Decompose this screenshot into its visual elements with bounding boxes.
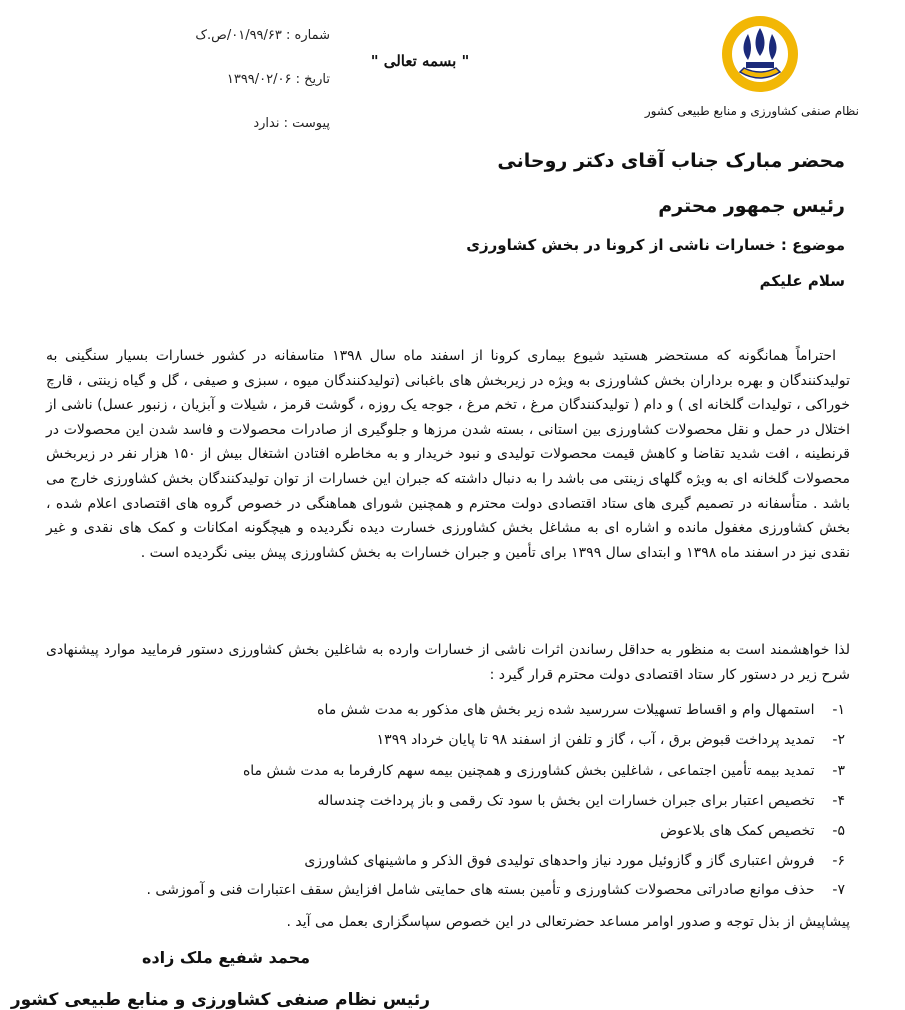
body-paragraph-1: احتراماً همانگونه که مستحضر هستید شیوع بیماری کرونا از اسفند ماه سال ۱۳۹۸ متاسفانه در کشور خسارات بسیار سنگینی به تولیدکنندگان و بهره برداران بخش کشاورزی به ویژه در زیربخش های باغبانی (تولیدکنندگان میوه ، سبزی و صیفی ، گل و گیاه زینتی ، قارچ خوراکی ، تولیدات گلخانه ای ) و دام ( تولیدکنندگان مرغ ، تخم مرغ ، جوجه یک روزه ، گوشت قرمز ، شیلات و آبزیان ، زنبور عسل) ناشی از اختلال در حمل و نقل محصولات کشاورزی بین استانی ، بسته شدن مرزها و جلوگیری از صادرات محصولات و فاسد شدن این محصولات در قرنطینه ، افت شدید تقاضا و کاهش قیمت محصولات تولیدی و نبود خریدار و به مخاطره افتادن اشتغال بیش از ۱۵۰ هزار نفر در زیربخش محصولات گلخانه ای به ویژه گلهای زینتی می باشد را به دنبال داشته که جبران این خسارات از توان تولیدکنندگان بخش کشاورزی خارج می باشد . متأسفانه در تصمیم گیری های ستاد اقتصادی دولت محترم و همچنین شورای هماهنگی در خصوص گروه های اقتصادی اعلام شده ، بخش کشاورزی مغفول مانده و اشاره ای به مشاغل بخش کشاورزی خسارت دیده نگردیده و هیچگونه امکانات و کمک های نقدی و غیر نقدی نیز در اسفند ماه ۱۳۹۸ و ابتدای سال ۱۳۹۹ برای تأمین و جبران خسارات به بخش کشاورزی پیش بینی نگردیده است .: [46, 348, 851, 561]
letter-number: شماره : ۰۱/۹۹/۶۳/ص.ک: [195, 28, 330, 43]
signer-name: محمد شفیع ملک زاده: [142, 948, 310, 967]
list-item: ۷- حذف موانع صادراتی محصولات کشاورزی و تأمین بسته های حمایتی شامل افزایش سقف اعتبارات فنی و آموزشی .: [146, 882, 845, 898]
bismillah-heading: " بسمه تعالی ": [370, 52, 470, 70]
org-caption: نظام صنفی کشاورزی و منابع طبیعی کشور: [644, 104, 859, 118]
greeting: سلام علیکم: [759, 272, 845, 290]
addressee-line: محضر مبارک جناب آقای دکتر روحانی: [497, 150, 845, 172]
letter-attachment: پیوست : ندارد: [253, 116, 330, 131]
list-item: ۱- استمهال وام و اقساط تسهیلات سررسید شده زیر بخش های مذکور به مدت شش ماه: [317, 702, 845, 718]
letter-date: تاریخ : ۱۳۹۹/۰۲/۰۶: [226, 72, 330, 87]
list-item: ۴- تخصیص اعتبار برای جبران خسارات این بخش با سود تک رقمی و باز پرداخت چندساله: [317, 793, 845, 809]
body-paragraph-2: لذا خواهشمند است به منظور به حداقل رساندن اثرات ناشی از خسارات وارده به شاغلین بخش کشاورزی دستور فرمایید موارد پیشنهادی شرح زیر در دستور کار ستاد اقتصادی دولت محترم قرار گیرد :: [46, 642, 850, 683]
wheat-emblem-icon: [720, 14, 800, 94]
list-item: ۶- فروش اعتباری گاز و گازوئیل مورد نیاز واحدهای تولیدی فوق الذکر و ماشینهای کشاورزی: [304, 853, 845, 869]
signer-title: رئیس نظام صنفی کشاورزی و منابع طبیعی کشور: [10, 990, 430, 1010]
closing-line: پیشاپیش از بذل توجه و صدور اوامر مساعد حضرتعالی در این خصوص سپاسگزاری بعمل می آید .: [286, 914, 850, 930]
list-item: ۳- تمدید بیمه تأمین اجتماعی ، شاغلین بخش کشاورزی و همچنین بیمه سهم کارفرما به مدت شش ماه: [242, 763, 845, 779]
subject-line: موضوع : خسارات ناشی از کرونا در بخش کشاورزی: [466, 236, 845, 254]
addressee-title: رئیس جمهور محترم: [658, 195, 845, 217]
list-item: ۵- تخصیص کمک های بلاعوض: [660, 823, 845, 839]
list-item: ۲- تمدید پرداخت قبوض برق ، آب ، گاز و تلفن از اسفند ۹۸ تا پایان خرداد ۱۳۹۹: [376, 732, 845, 748]
